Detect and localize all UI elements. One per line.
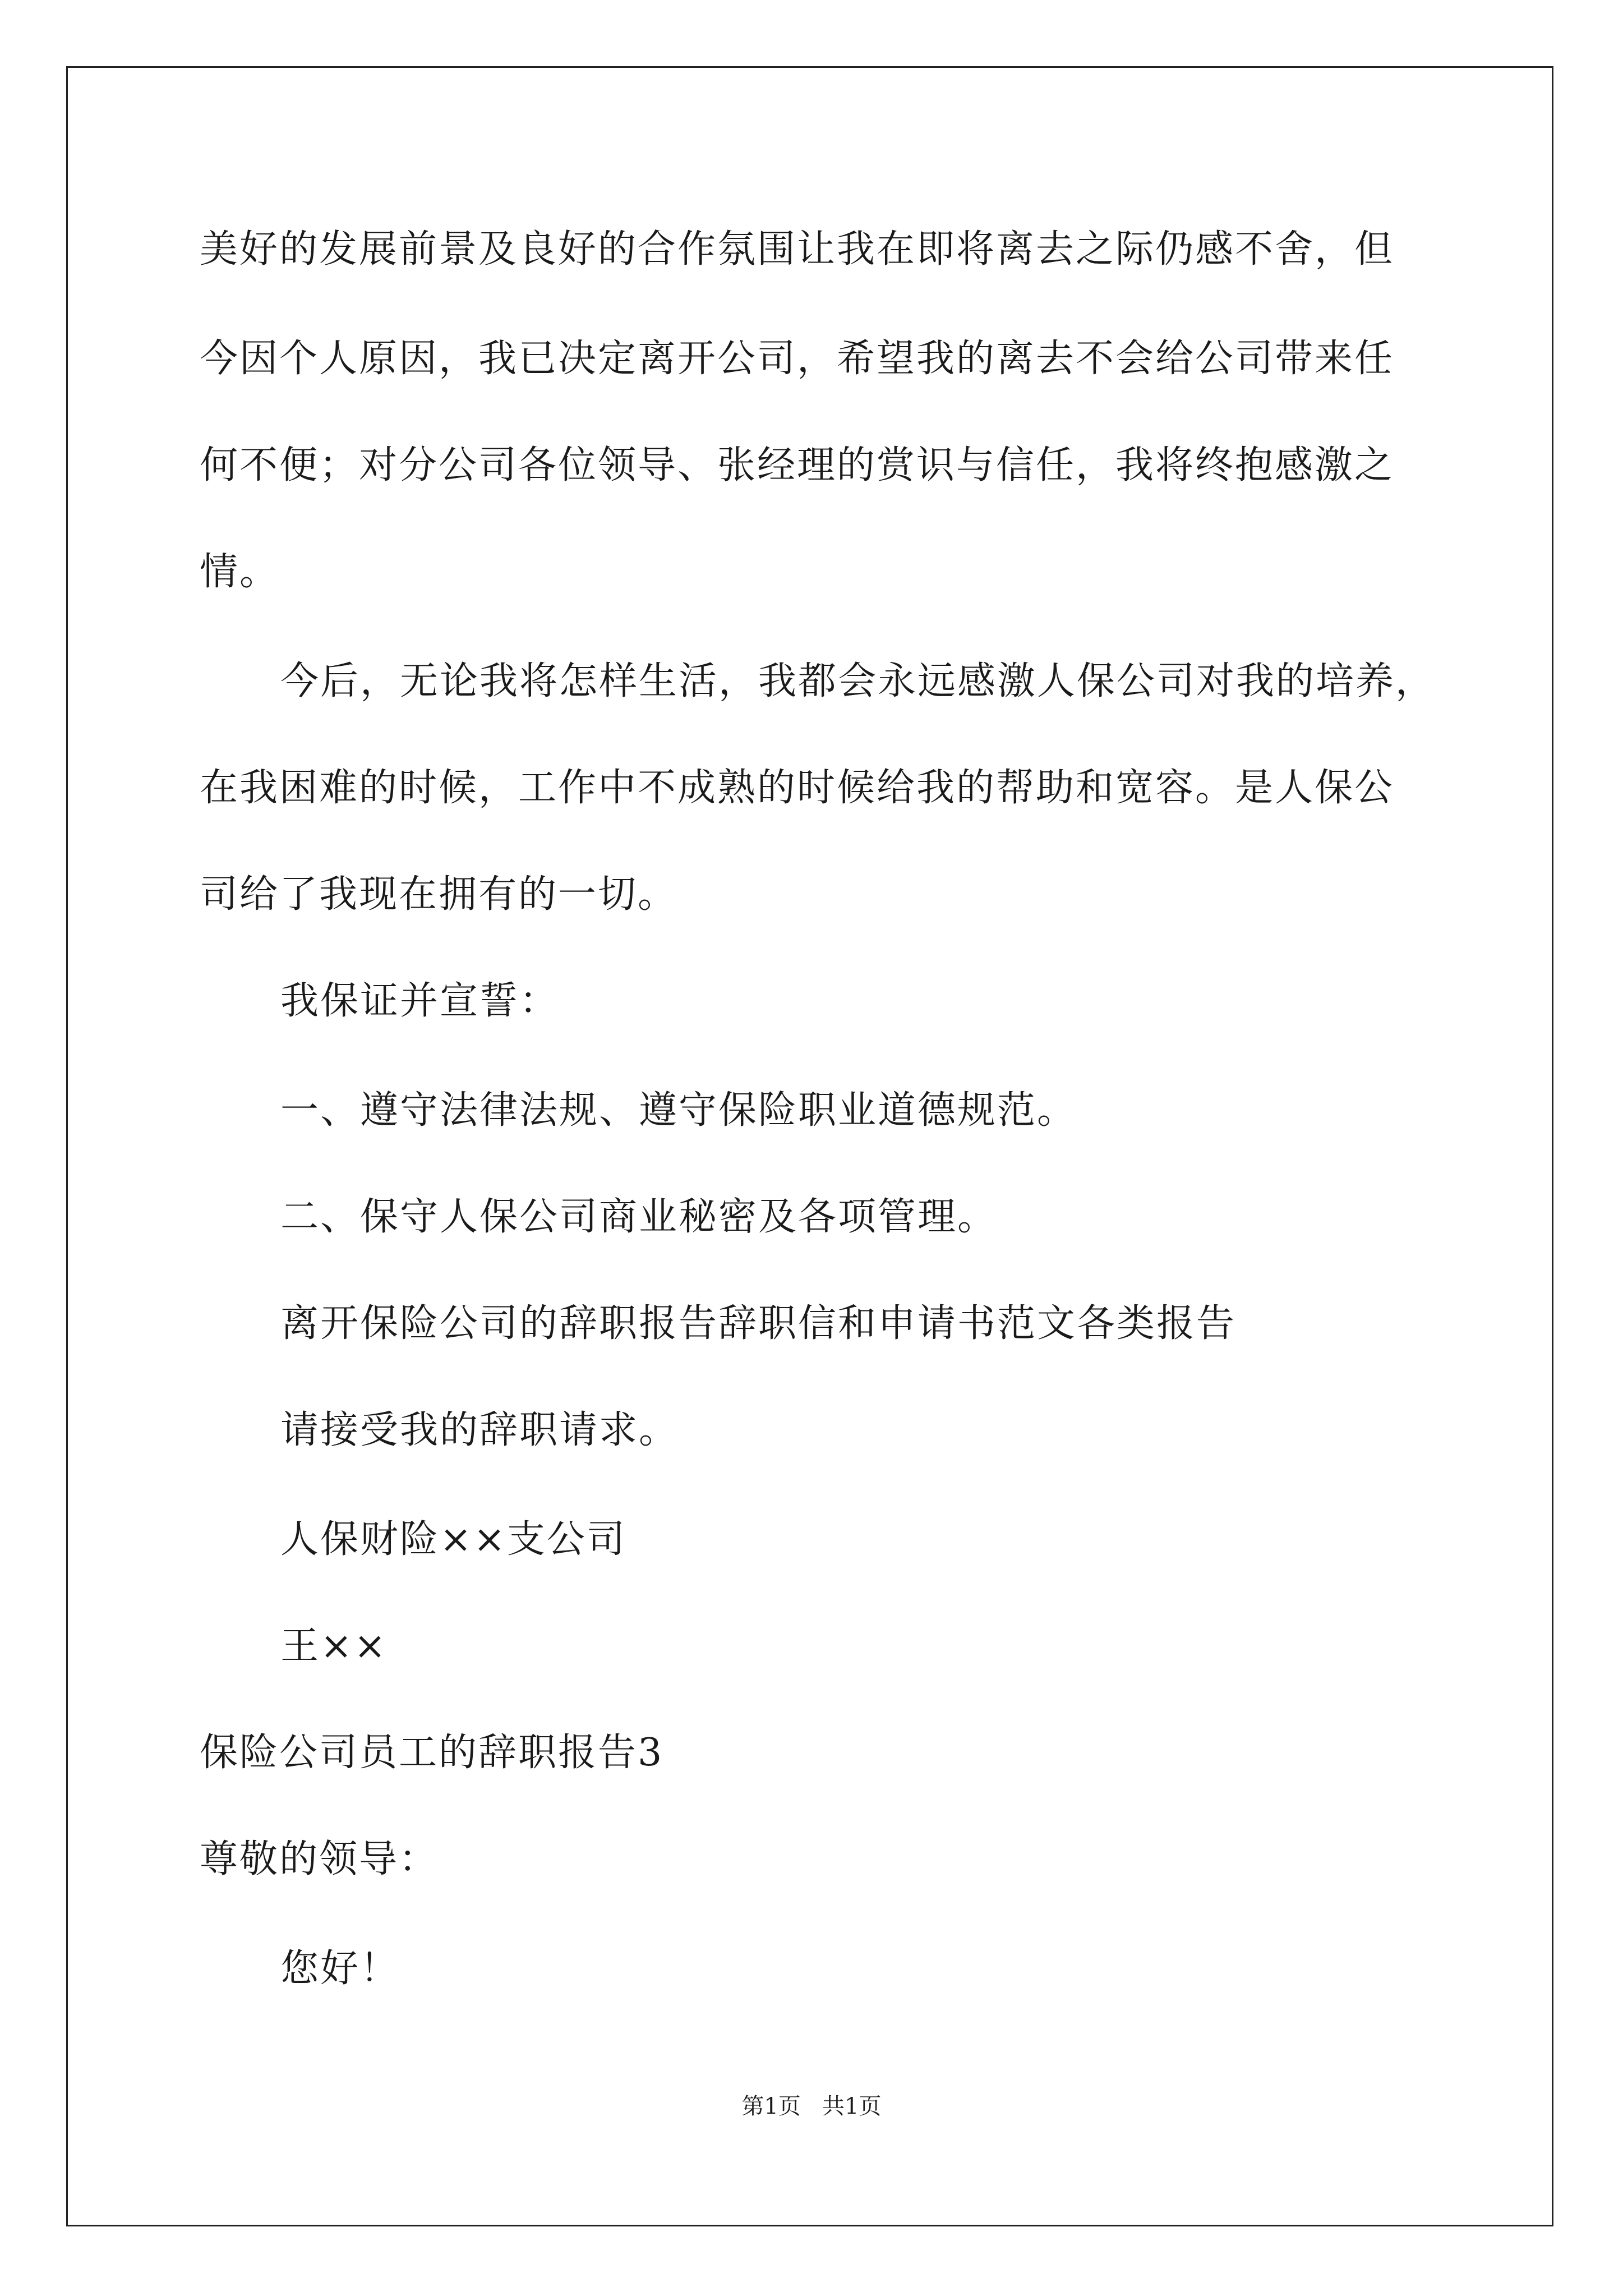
page-border [66,66,1553,2226]
body-line: 我保证并宣誓： [280,979,560,1023]
body-line: 离开保险公司的辞职报告辞职信和申请书范文各类报告 [280,1301,1237,1346]
body-line: 今因个人原因，我已决定离开公司，希望我的离去不会给公司带来任 [200,337,1395,381]
body-line: 情。 [200,550,280,594]
page-footer: 第1页 共1页 [741,2093,882,2119]
body-line: 二、保守人保公司商业秘密及各项管理。 [280,1195,998,1239]
body-line: 请接受我的辞职请求。 [280,1408,679,1452]
salutation: 尊敬的领导： [200,1837,439,1881]
signature-name: 王×× [280,1624,388,1668]
body-line: 在我困难的时候，工作中不成熟的时候给我的帮助和宽容。是人保公 [200,766,1395,810]
body-line: 一、遵守法律法规、遵守保险职业道德规范。 [280,1088,1077,1133]
body-line: 今后，无论我将怎样生活，我都会永远感激人保公司对我的培养， [280,659,1436,703]
body-line: 司给了我现在拥有的一切。 [200,872,678,917]
greeting: 您好！ [280,1947,400,1991]
body-line: 美好的发展前景及良好的合作氛围让我在即将离去之际仍感不舍，但 [200,227,1395,272]
section-title: 保险公司员工的辞职报告3 [200,1731,664,1775]
body-line: 何不便；对分公司各位领导、张经理的赏识与信任，我将终抱感激之 [200,443,1395,487]
signature-company: 人保财险××支公司 [280,1517,626,1562]
